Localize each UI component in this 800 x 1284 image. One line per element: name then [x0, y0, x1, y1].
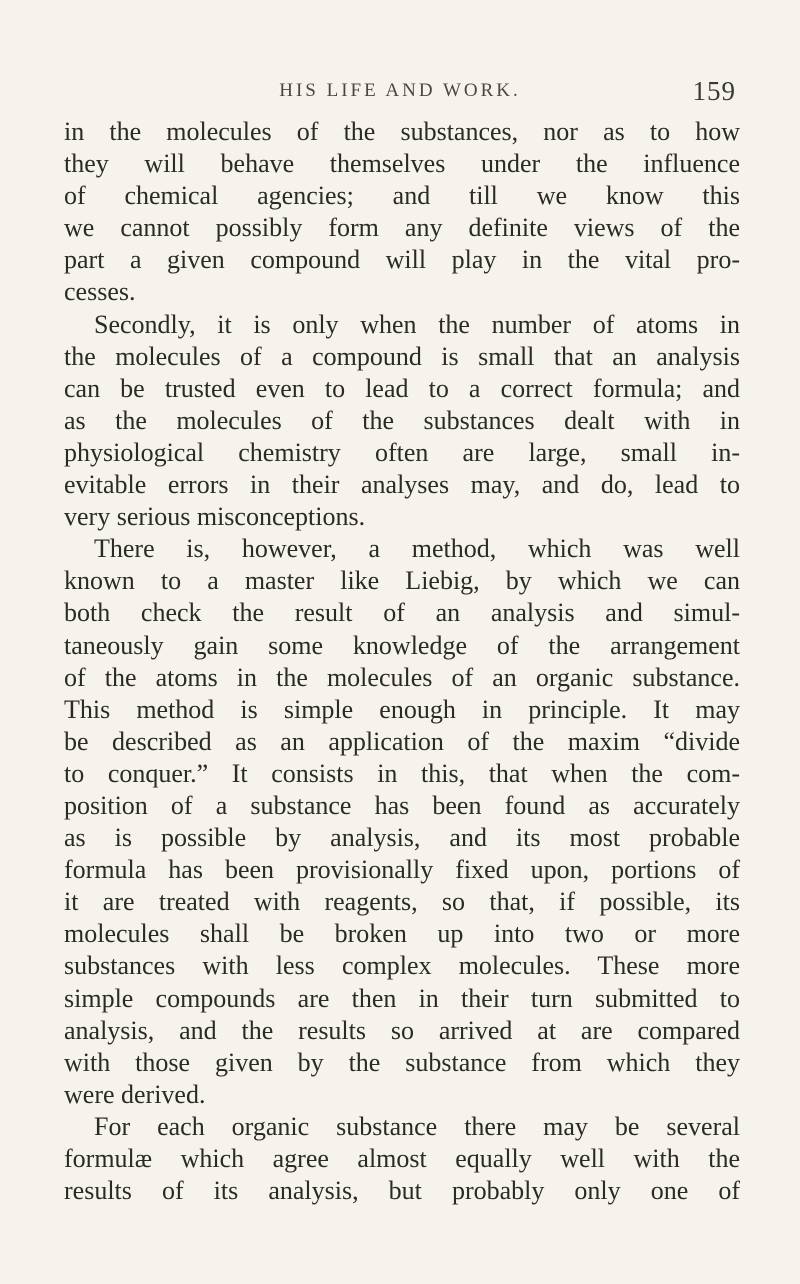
text-line: of the atoms in the molecules of an organic substance. [64, 662, 740, 692]
text-line: can be trusted even to lead to a correct formula; and [64, 373, 740, 403]
text-line: in the molecules of the substances, nor as to how [64, 117, 740, 146]
text-line: we cannot possibly form any definite views of the [64, 213, 740, 243]
text-line: This method is simple enough in principle. It may [64, 694, 740, 724]
text-line: they will behave themselves under the influence [64, 149, 740, 179]
text-line: physiological chemistry often are large, small in- [64, 437, 740, 467]
page-number: 159 [692, 76, 736, 106]
running-title: HIS LIFE AND WORK. [279, 80, 521, 101]
text-line: There is, however, a method, which was well [94, 534, 740, 564]
text-line: molecules shall be broken up into two or more [64, 919, 740, 949]
text-line: to conquer.” It consists in this, that when the com- [64, 758, 740, 788]
text-line: the molecules of a compound is small that an analysis [64, 341, 740, 371]
text-line: as is possible by analysis, and its most probable [64, 823, 740, 853]
text-line: taneously gain some knowledge of the arrangement [64, 630, 740, 660]
text-line: very serious misconceptions. [64, 502, 366, 532]
text-line: be described as an application of the maxim “divide [64, 726, 740, 756]
text-line: as the molecules of the substances dealt with in [64, 405, 740, 435]
text-line: cesses. [64, 277, 136, 307]
text-line: known to a master like Liebig, by which we can [64, 566, 740, 596]
text-line: formula has been provisionally fixed upon, portions of [64, 855, 740, 885]
text-line: both check the result of an analysis and simul- [64, 598, 740, 628]
text-line: substances with less complex molecules. These more [64, 951, 740, 981]
text-line: simple compounds are then in their turn submitted to [64, 983, 740, 1013]
text-line: were derived. [64, 1079, 206, 1109]
text-line: Secondly, it is only when the number of atoms in [94, 309, 740, 339]
text-line: part a given compound will play in the vital pro- [64, 245, 740, 275]
text-line: position of a substance has been found as accurately [64, 790, 740, 820]
text-line: analysis, and the results so arrived at are compared [64, 1015, 740, 1045]
running-head [0, 76, 800, 106]
text-line: results of its analysis, but probably only one of [64, 1176, 740, 1206]
text-line: it are treated with reagents, so that, if possible, its [64, 887, 740, 917]
text-line: For each organic substance there may be several [94, 1111, 740, 1141]
body-text [64, 116, 740, 1207]
text-line: with those given by the substance from which they [64, 1047, 740, 1077]
text-line: evitable errors in their analyses may, and do, lead to [64, 470, 740, 500]
text-line: of chemical agencies; and till we know this [64, 181, 740, 211]
text-line: formulæ which agree almost equally well with the [64, 1144, 740, 1173]
